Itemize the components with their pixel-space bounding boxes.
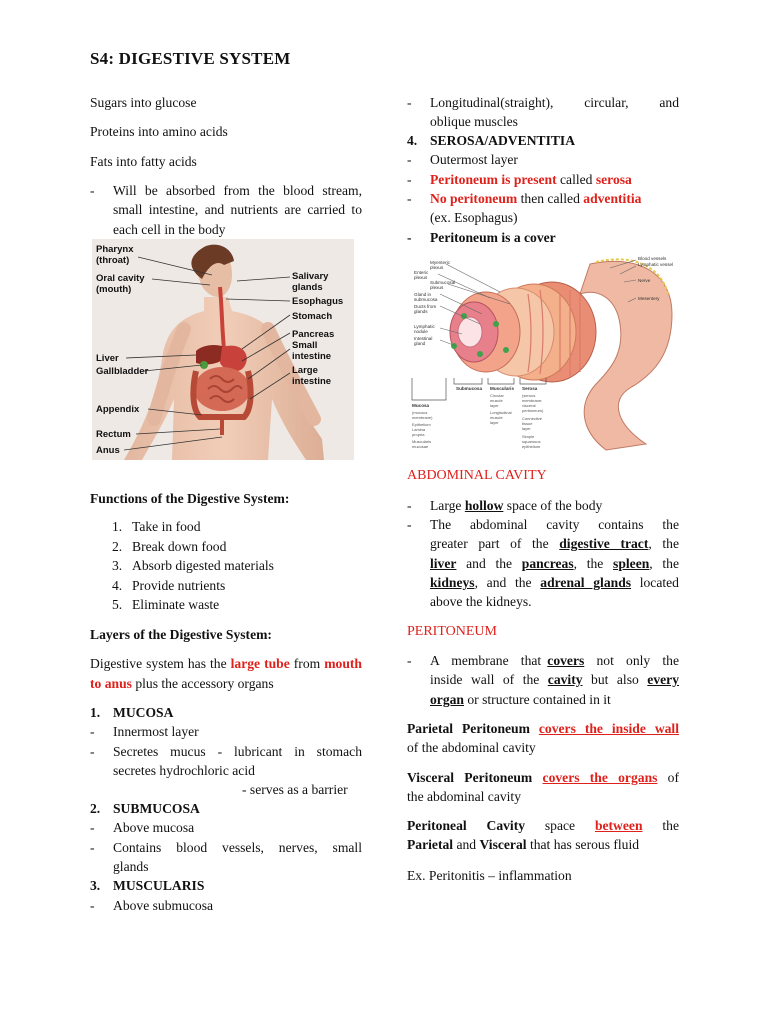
document-page: S4: DIGESTIVE SYSTEM Sugars into glucose Proteins into amino acids Fats into fatty acids - Will be absorbed from the blood stream, small intestine, and nutrients are carried to each cell in the body Pharynx (throat) Oral cavity (mouth) Liver Gallbladder Appendix Rectum Anus Salivary glands Esophagus Stomach Pancreas Small intestine Large intestine Functions of the Digestive System: 1. Take in food 2. Break down food 3. Absorb digested materials 4. Provide nutrients 5. Eliminate waste Layers of the Digestive System: Digestive system has the large tube from mouth to anus plus the accessory organs 1. MUCOSA - Innermost layer - Secretes mucus - lubricant in stomach secretes hydrochloric acid - serves as a barrier 2. SUBMUCOSA - Above mucosa - Contains blood vessels, nerves, small glands 3. MUSCULARIS - Above submucosa - Longitudinal(straight), circular, and oblique muscles 4. SEROSA/ADVENTITIA - Outermost layer - Peritoneum is present called serosa - No peritoneum then called adventitia (ex. Esophagus) - Peritoneum is a cover Myenteric plexus Enteric plexus Submucosal plexus Gland in submucosa Ducts from glands Lymphatic nodule Intestinal gland Blood vessels Lymphatic vessel Nerve Mesentery Mucosa Submucosa Muscularis Serosa (mucous membrane) Epithelium Lamina propria Muscularis mucosae Circular muscle layer Longitudinal muscle layer (serous membrane; visceral peritoneum) Connective tissue layer Simple squamous epithelium ABDOMINAL CAVITY - Large hollow space of the body - The abdominal cavity contains the greater part of the digestive tract, the liver and the pancreas, the spleen, the kidneys, and the adrenal glands located above the kidneys. PERITONEUM - A membrane that covers not only the inside wall of the cavity but also every organ or structure contained in it Parietal Peritoneum covers the inside wall of the abdominal cavity Visceral Peritoneum covers the organs of the abdominal cavity Peritoneal Cavity space between the Parietal and Visceral that has serous fluid Ex. Peritonitis – inflammation xyxy=(0,0,768,1024)
svg-text:(mucous: (mucous xyxy=(412,410,428,415)
list-item: 4. Provide nutrients xyxy=(112,577,226,593)
label-plexus-3: plexus xyxy=(430,285,444,290)
peritoneal-cavity-line-1: Peritoneal Cavity space between the xyxy=(407,818,679,833)
lumen-shape xyxy=(458,317,482,347)
mucosa-bullet-2-barrier: - serves as a barrier xyxy=(242,782,348,797)
label-submucosa-sm: submucosa xyxy=(414,297,438,302)
svg-text:layer: layer xyxy=(490,420,499,425)
intestinal-wall-illustration xyxy=(410,254,682,454)
muscularis-bullet-2-cont: oblique muscles xyxy=(430,114,518,129)
label-small: Small xyxy=(292,340,318,351)
abdominal-bullet-2-line-4: kidneys, and the adrenal glands located xyxy=(430,575,679,590)
label-enteric: Enteric xyxy=(414,270,429,275)
parietal-line-1: Parietal Peritoneum covers the inside wall xyxy=(407,721,679,736)
serosa-bullet-3-example: (ex. Esophagus) xyxy=(430,210,518,225)
label-ducts-from: Ducts from xyxy=(414,304,437,309)
peritoneum-bullet-1-line-3: organ or structure contained in it xyxy=(430,692,611,707)
label-plexus-2: plexus xyxy=(414,275,428,280)
list-item: 5. Eliminate waste xyxy=(112,597,220,613)
svg-text:tissue: tissue xyxy=(522,421,533,426)
svg-text:visceral: visceral xyxy=(522,403,536,408)
submucosa-bullet-2-cont: glands xyxy=(113,859,149,874)
label-esophagus: Esophagus xyxy=(292,296,344,307)
mesentery-shape xyxy=(580,261,672,450)
functions-list xyxy=(90,517,362,615)
label-appendix: Appendix xyxy=(96,404,140,415)
digestive-system-figure xyxy=(92,239,354,460)
label-pancreas: Pancreas xyxy=(292,329,335,340)
label-myenteric: Myenteric xyxy=(430,260,450,265)
layers-paragraph: Digestive system has the large tube from mouth to anus plus the accessory organs xyxy=(90,656,362,691)
svg-text:peritoneum): peritoneum) xyxy=(522,408,544,413)
label-glands-sm: glands xyxy=(414,309,428,314)
label-mucosa: Mucosa xyxy=(412,403,430,408)
mucosa-bullet-2-cont: secretes hydrochloric acid xyxy=(113,763,255,778)
label-intestine-1: intestine xyxy=(292,351,332,362)
label-gallbladder: Gallbladder xyxy=(96,366,149,377)
label-mouth: (mouth) xyxy=(96,284,132,295)
parietal-line-2: of the abdominal cavity xyxy=(407,740,536,755)
svg-text:muscle: muscle xyxy=(490,398,503,403)
mucosa-heading: 1. MUCOSA xyxy=(90,705,174,720)
digestive-system-illustration xyxy=(92,239,354,460)
svg-text:muscle: muscle xyxy=(490,415,503,420)
label-throat: (throat) xyxy=(96,255,130,266)
list-item: 2. Break down food xyxy=(112,538,227,554)
intro-line-1: Sugars into glucose xyxy=(90,95,197,110)
svg-text:layer: layer xyxy=(490,403,499,408)
visceral-line-2: the abdominal cavity xyxy=(407,789,522,804)
intro-line-3: Fats into fatty acids xyxy=(90,154,197,169)
label-gland: gland xyxy=(414,341,426,346)
label-blood-vessels: Blood vessels xyxy=(638,256,667,261)
label-anus: Anus xyxy=(96,445,120,456)
label-lymphatic: Lymphatic xyxy=(414,324,435,329)
peritonitis-example: Ex. Peritonitis – inflammation xyxy=(407,868,572,883)
peritoneum-heading: PERITONEUM xyxy=(407,624,497,639)
peritoneal-cavity-line-2: Parietal and Visceral that has serous fluid xyxy=(407,837,640,852)
svg-text:Lamina: Lamina xyxy=(412,427,426,432)
label-liver: Liver xyxy=(96,353,119,364)
svg-text:layer: layer xyxy=(522,426,531,431)
intro-line-2: Proteins into amino acids xyxy=(90,124,228,139)
svg-text:membrane): membrane) xyxy=(412,415,433,420)
svg-text:propria: propria xyxy=(412,432,425,437)
svg-text:Circular: Circular xyxy=(490,393,504,398)
label-intestine-2: intestine xyxy=(292,376,332,387)
svg-text:epithelium: epithelium xyxy=(522,444,541,449)
label-stomach: Stomach xyxy=(292,311,333,322)
svg-text:Epithelium: Epithelium xyxy=(412,422,431,427)
list-item: 1. Take in food xyxy=(112,519,201,534)
layers-heading: Layers of the Digestive System: xyxy=(90,627,272,642)
svg-text:Connective: Connective xyxy=(522,416,543,421)
label-muscularis: Muscularis xyxy=(490,386,514,391)
label-nerve: Nerve xyxy=(638,278,651,283)
svg-text:Longitudinal: Longitudinal xyxy=(490,410,512,415)
visceral-line-1: Visceral Peritoneum covers the organs of xyxy=(407,770,679,785)
abdominal-bullet-2-line-5: above the kidneys. xyxy=(430,594,532,609)
svg-text:mucosae: mucosae xyxy=(412,444,429,449)
serosa-heading: 4. SEROSA/ADVENTITIA xyxy=(407,133,576,148)
label-rectum: Rectum xyxy=(96,429,131,440)
label-nodule: nodule xyxy=(414,329,428,334)
label-large: Large xyxy=(292,365,318,376)
label-pharynx: Pharynx xyxy=(96,244,134,255)
abdominal-bullet-2-line-3: liver and the pancreas, the spleen, the xyxy=(430,556,680,571)
label-gland-in: Gland in xyxy=(414,292,432,297)
abdominal-cavity-heading: ABDOMINAL CAVITY xyxy=(407,468,547,483)
label-glands: glands xyxy=(292,282,323,293)
label-oral-cavity: Oral cavity xyxy=(96,273,145,284)
label-intestinal: Intestinal xyxy=(414,336,433,341)
svg-text:squamous: squamous xyxy=(522,439,541,444)
intestinal-wall-figure xyxy=(410,254,682,454)
svg-text:membrane;: membrane; xyxy=(522,398,543,403)
submucosa-heading: 2. SUBMUCOSA xyxy=(90,801,200,816)
label-submucosa: Submucosa xyxy=(456,386,483,391)
svg-text:(serous: (serous xyxy=(522,393,536,398)
muscularis-heading: 3. MUSCULARIS xyxy=(90,878,205,893)
label-salivary: Salivary xyxy=(292,271,329,282)
label-mesentery: Mesentery xyxy=(638,296,660,301)
label-lymphatic-vessel: Lymphatic vessel xyxy=(638,262,674,267)
list-item: 3. Absorb digested materials xyxy=(112,558,274,574)
label-serosa: Serosa xyxy=(522,386,538,391)
label-plexus-1: plexus xyxy=(430,265,444,270)
abdominal-bullet-2-line-2: greater part of the digestive tract, the xyxy=(430,536,679,551)
page-title: S4: DIGESTIVE SYSTEM xyxy=(90,49,291,68)
svg-text:Muscularis: Muscularis xyxy=(412,439,432,444)
functions-heading: Functions of the Digestive System: xyxy=(90,491,290,506)
svg-text:Simple: Simple xyxy=(522,434,535,439)
label-submucosal: Submucosal xyxy=(430,280,456,285)
peritoneum-bullet-1-line-2: inside wall of the cavity but also every xyxy=(430,672,679,687)
